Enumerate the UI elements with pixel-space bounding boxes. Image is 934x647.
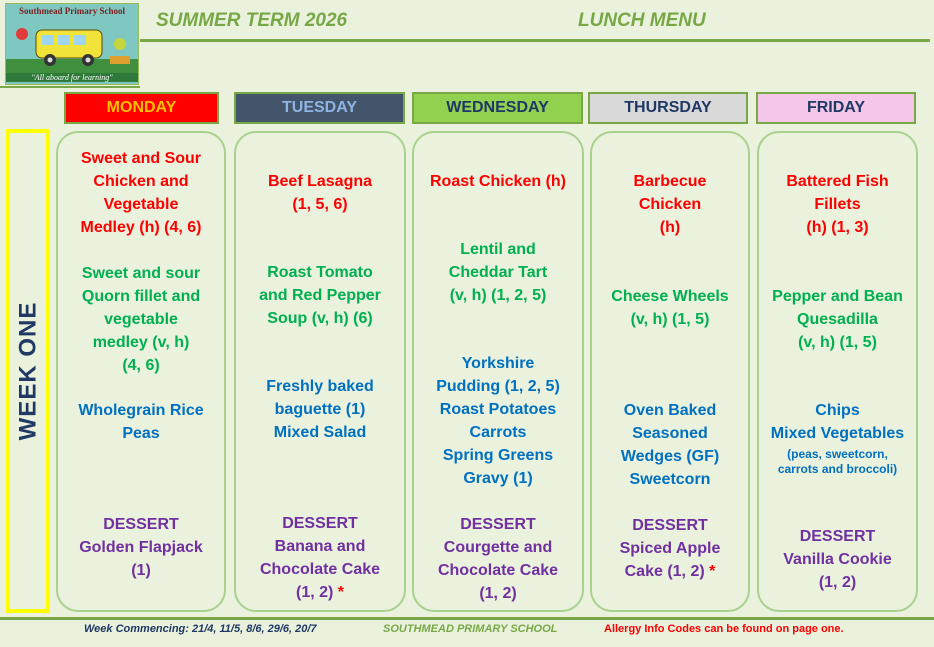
- school-logo: [5, 3, 139, 85]
- main-dish: Sweet and Sour Chicken and Vegetable Medley (h) (4, 6): [80, 150, 202, 236]
- dessert: DESSERT Golden Flapjack (1): [79, 516, 203, 579]
- logo-divider: [0, 86, 140, 88]
- menu-column-friday: [757, 131, 918, 612]
- term-title: SUMMER TERM 2026: [156, 10, 348, 31]
- allergy-star: *: [337, 584, 345, 601]
- dessert: DESSERT Banana and Chocolate Cake (1, 2) *: [259, 515, 381, 601]
- day-header-monday: MONDAY: [64, 92, 219, 124]
- main-dish: Barbecue Chicken (h): [633, 173, 707, 236]
- dessert: DESSERT Spiced Apple Cake (1, 2) *: [619, 517, 721, 580]
- side-dishes: Wholegrain Rice Peas: [78, 402, 204, 442]
- menu-column-wednesday: [412, 131, 584, 612]
- dessert: DESSERT Courgette and Chocolate Cake (1, 2): [437, 516, 559, 602]
- vegetarian-dish: Sweet and sour Quorn fillet and vegetable medley (v, h) (4, 6): [81, 265, 201, 374]
- main-dish: Battered Fish Fillets (h) (1, 3): [786, 173, 889, 236]
- vegetarian-dish: Lentil and Cheddar Tart (v, h) (1, 2, 5): [448, 241, 548, 304]
- footer-divider: [0, 617, 934, 620]
- main-dish: Beef Lasagna (1, 5, 6): [267, 173, 373, 213]
- logo-school-name: Southmead Primary School: [18, 6, 125, 16]
- vegetarian-dish: Pepper and Bean Quesadilla (v, h) (1, 5): [772, 288, 903, 351]
- day-header-tuesday: TUESDAY: [234, 92, 405, 124]
- logo-motto: "All aboard for learning": [6, 73, 138, 82]
- day-header-thursday: THURSDAY: [588, 92, 748, 124]
- vegetarian-dish: Roast Tomato and Red Pepper Soup (v, h) (6): [259, 264, 381, 327]
- footer-school-name: SOUTHMEAD PRIMARY SCHOOL: [383, 623, 558, 635]
- side-dishes: Oven Baked Seasoned Wedges (GF) Sweetcorn: [620, 402, 720, 488]
- side-dishes: Freshly baked baguette (1) Mixed Salad: [266, 378, 374, 441]
- main-dish: Roast Chicken (h): [429, 173, 566, 190]
- week-commencing: Week Commencing: 21/4, 11/5, 8/6, 29/6, 20/7: [84, 623, 317, 635]
- menu-column-tuesday: [234, 131, 406, 612]
- side-dishes: Yorkshire Pudding (1, 2, 5) Roast Potatoes Carrots Spring Greens Gravy (1): [436, 355, 560, 487]
- allergy-star: *: [709, 563, 716, 580]
- vegetarian-dish: Cheese Wheels (v, h) (1, 5): [611, 288, 729, 328]
- week-label: WEEK ONE: [6, 129, 50, 613]
- menu-column-thursday: [590, 131, 750, 612]
- allergy-note: Allergy Info Codes can be found on page one.: [604, 623, 844, 635]
- dessert: DESSERT Vanilla Cookie (1, 2): [783, 528, 892, 591]
- side-dishes: Chips Mixed Vegetables (peas, sweetcorn, carrots and broccoli): [763, 399, 912, 477]
- day-header-friday: FRIDAY: [756, 92, 916, 124]
- header-divider: [140, 39, 930, 42]
- day-header-wednesday: WEDNESDAY: [412, 92, 583, 124]
- menu-column-monday: [56, 131, 226, 612]
- sides-note: (peas, sweetcorn, carrots and broccoli): [777, 447, 898, 476]
- menu-title: LUNCH MENU: [578, 10, 706, 31]
